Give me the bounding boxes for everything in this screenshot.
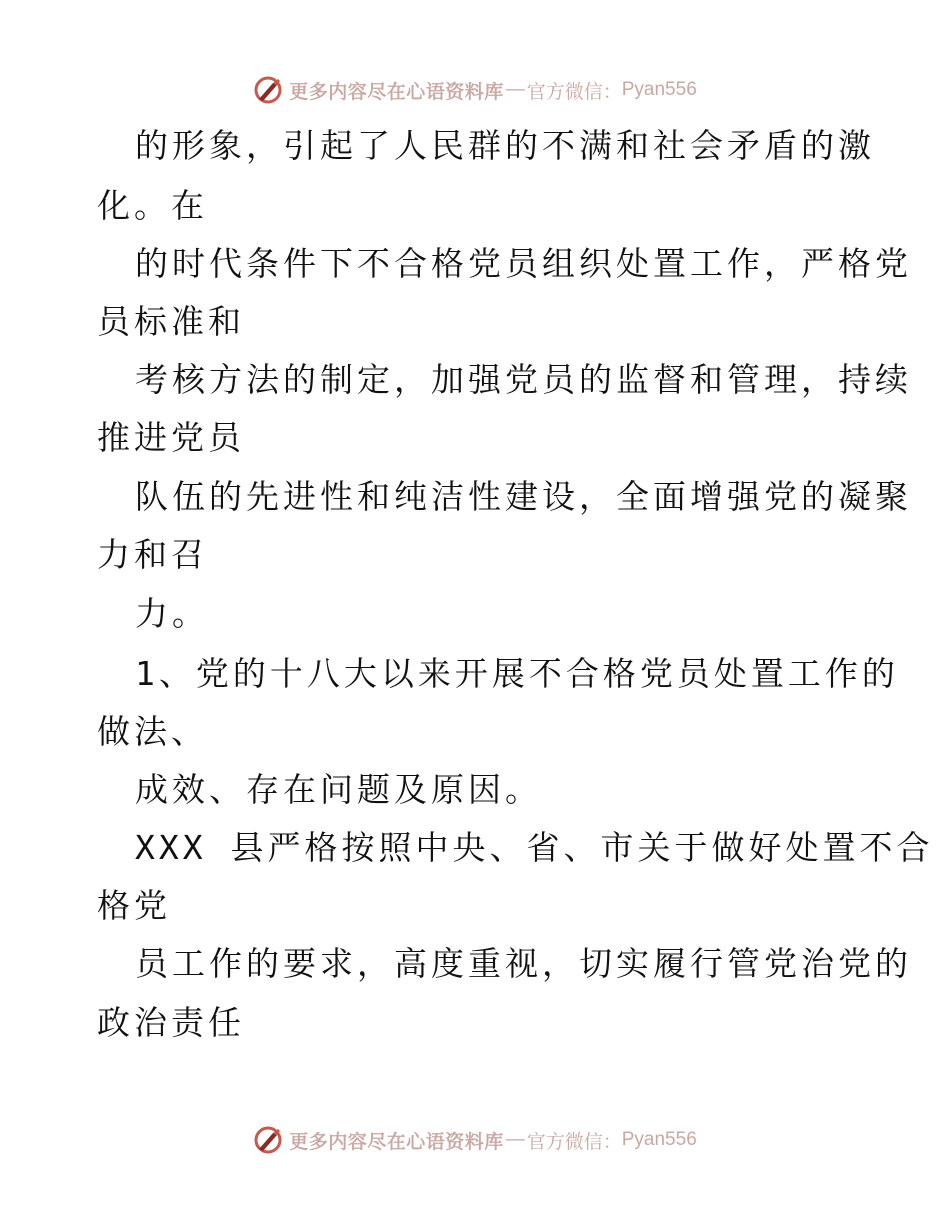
paragraph-6-line-1: 1、党的十八大以来开展不合格党员处置工作的 bbox=[135, 654, 899, 693]
banner-wechat-label: 官方微信： bbox=[526, 1130, 622, 1153]
paragraph-7-line-1: 成效、存在问题及原因。 bbox=[135, 770, 542, 809]
paragraph-9-line-1: 员工作的要求，高度重视，切实履行管党治党的 bbox=[135, 944, 912, 983]
paragraph-9-line-2: 政治责任 bbox=[97, 1003, 245, 1042]
banner-dash: — bbox=[505, 79, 525, 100]
banner-wechat-label: 官方微信： bbox=[526, 80, 622, 103]
paragraph-3-line-2: 推进党员 bbox=[97, 418, 245, 457]
footer-watermark-banner bbox=[0, 1120, 950, 1160]
paragraph-3-line-1: 考核方法的制定，加强党员的监督和管理，持续 bbox=[135, 360, 912, 399]
paragraph-1-line-2: 化。在 bbox=[97, 186, 208, 225]
pen-logo-icon bbox=[253, 1125, 283, 1155]
paragraph-1-line-1: 的形象，引起了人民群的不满和社会矛盾的激 bbox=[135, 126, 875, 165]
paragraph-5-line-1: 力。 bbox=[135, 594, 209, 633]
paragraph-4-line-1: 队伍的先进性和纯洁性建设，全面增强党的凝聚 bbox=[135, 477, 912, 516]
banner-wechat-id: Pyan556 bbox=[621, 79, 697, 100]
banner-dash: — bbox=[505, 1129, 525, 1150]
paragraph-8-line-1: XXX 县严格按照中央、省、市关于做好处置不合 bbox=[135, 828, 934, 867]
paragraph-2-line-2: 员标准和 bbox=[97, 302, 245, 341]
paragraph-6-line-2: 做法、 bbox=[97, 712, 208, 751]
paragraph-4-line-2: 力和召 bbox=[97, 535, 208, 574]
paragraph-2-line-1: 的时代条件下不合格党员组织处置工作，严格党 bbox=[135, 244, 912, 283]
banner-text: 更多内容尽在心语资料库 bbox=[289, 80, 504, 103]
banner-text: 更多内容尽在心语资料库 bbox=[289, 1130, 504, 1153]
paragraph-8-line-2: 格党 bbox=[97, 886, 171, 925]
banner-wechat-id: Pyan556 bbox=[621, 1129, 697, 1150]
